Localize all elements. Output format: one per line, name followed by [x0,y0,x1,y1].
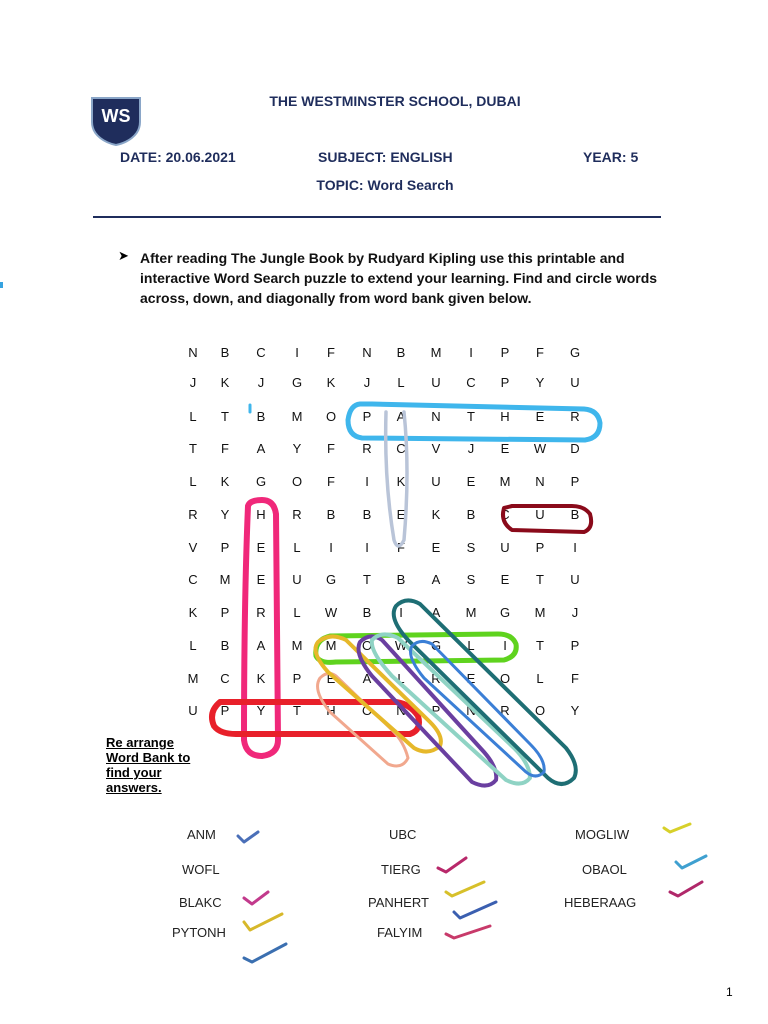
grid-letter: N [466,703,476,718]
grid-letter: D [570,441,580,456]
grid-letter: F [221,441,229,456]
grid-letter: R [500,703,510,718]
grid-letter: J [571,605,579,620]
grid-letter: E [256,540,266,555]
grid-letter: V [431,441,441,456]
rearrange-line: find your [106,765,162,780]
grid-letter: K [396,474,406,489]
grid-letter: P [220,605,230,620]
grid-letter: M [465,605,477,620]
grid-letter: I [573,540,577,555]
date-label: DATE: 20.06.2021 [120,149,236,165]
grid-letter: B [396,345,406,360]
highlight-mowgli [316,634,516,662]
grid-letter: O [361,638,373,653]
grid-letter: U [292,572,302,587]
highlight-diagonal-yellow [316,636,441,751]
school-name: THE WESTMINSTER SCHOOL, DUBAI [269,93,521,109]
word-bank-item: OBAOL [582,862,627,877]
word-bank-item: UBC [389,827,417,842]
grid-letter: C [396,441,406,456]
checkmark-icon [446,882,484,896]
word-bank-item: FALYIM [377,925,423,940]
word-bank-item: WOFL [182,862,220,877]
grid-letter: L [397,375,405,390]
grid-letter: G [325,572,337,587]
grid-letter: V [188,540,198,555]
grid-letter: Y [535,375,545,390]
grid-letter: M [219,572,231,587]
grid-letter: E [326,671,336,686]
grid-letter: Y [570,703,580,718]
grid-letter: T [467,409,475,424]
grid-letter: L [467,638,475,653]
grid-letter: K [256,671,266,686]
logo-text: WS [101,106,131,126]
grid-letter: T [363,572,371,587]
subject-label: SUBJECT: ENGLISH [318,149,453,165]
grid-letter: L [293,605,301,620]
grid-letter: R [256,605,266,620]
grid-letter: B [466,507,476,522]
divider-line [93,216,661,218]
grid-letter: I [365,474,369,489]
grid-letter: U [188,703,198,718]
grid-letter: U [535,507,545,522]
grid-letter: B [256,409,266,424]
grid-letter: W [533,441,547,456]
grid-letter: F [327,474,335,489]
grid-letter: O [534,703,546,718]
grid-letter: A [256,441,266,456]
grid-letter: U [570,572,580,587]
highlight-diagonal-teal [394,600,576,784]
grid-letter: P [220,703,230,718]
word-bank-item: MOGLIW [575,827,630,842]
highlight-diagonal-salmon [318,673,408,766]
grid-letter: U [431,375,441,390]
grid-letter: E [466,671,476,686]
grid-letter: E [431,540,441,555]
checkmark-icon [244,892,268,904]
grid-letter: P [362,409,372,424]
grid-letter: I [399,605,403,620]
grid-letter: M [291,409,303,424]
grid-letter: L [293,540,301,555]
grid-letter: B [396,572,406,587]
word-bank-item: PYTONH [172,925,226,940]
grid-letter: H [256,507,266,522]
grid-letter: W [324,605,338,620]
grid-letter: A [256,638,266,653]
checkmark-icon [454,902,496,918]
grid-letter: T [189,441,197,456]
grid-letter: M [187,671,199,686]
grid-letter: B [362,605,372,620]
grid-letter: G [499,605,511,620]
grid-letter: N [362,345,372,360]
grid-letter: B [326,507,336,522]
grid-letter: C [256,345,266,360]
stray-mark [0,282,3,288]
word-bank-item: ANM [187,827,216,842]
grid-letter: N [535,474,545,489]
grid-letter: N [431,409,441,424]
page-number: 1 [726,985,733,999]
word-bank-item: BLAKC [179,895,222,910]
grid-letter: P [570,474,580,489]
grid-letter: G [291,375,303,390]
grid-letter: T [293,703,301,718]
grid-letter: P [535,540,545,555]
grid-letter: L [189,638,197,653]
grid-letter: O [499,671,511,686]
grid-letter: E [256,572,266,587]
grid-letter: L [397,671,405,686]
grid-letter: K [326,375,336,390]
grid-letter: E [396,507,406,522]
grid-letter: K [220,375,230,390]
grid-letter: P [220,540,230,555]
grid-letter: J [257,375,265,390]
grid-letter: F [536,345,544,360]
checkmark-icon [670,882,702,896]
highlight-python [212,702,419,734]
grid-letter: N [396,703,406,718]
grid-letter: K [431,507,441,522]
grid-letter: O [325,409,337,424]
grid-letter: O [291,474,303,489]
checkmark-icon [244,914,282,930]
checkmark-icon [244,944,286,962]
grid-letter: M [499,474,511,489]
grid-letter: L [189,409,197,424]
grid-letter: E [535,409,545,424]
grid-letter: P [500,375,510,390]
grid-letter: L [536,671,544,686]
year-label: YEAR: 5 [583,149,639,165]
grid-letter: F [327,441,335,456]
grid-letter: W [394,638,408,653]
grid-letter: L [189,474,197,489]
checkmark-icon [446,926,490,938]
grid-letter: J [363,375,371,390]
word-bank-item: PANHERT [368,895,429,910]
grid-letter: Y [256,703,266,718]
grid-letter: A [431,605,441,620]
grid-letter: P [292,671,302,686]
bullet-arrow-icon: ➤ [118,248,129,263]
grid-letter: E [500,572,510,587]
rearrange-line: Re arrange [106,735,174,750]
grid-letter: I [469,345,473,360]
grid-letter: R [570,409,580,424]
grid-letter: R [188,507,198,522]
grid-letter: H [326,703,336,718]
grid-letter: T [536,572,544,587]
grid-letter: O [361,703,373,718]
grid-letter: T [221,409,229,424]
grid-letter: I [295,345,299,360]
grid-letter: M [325,638,337,653]
rearrange-line: Word Bank to [106,750,191,765]
grid-letter: I [329,540,333,555]
grid-letter: A [396,409,406,424]
grid-letter: B [570,507,580,522]
grid-letter: A [362,671,372,686]
grid-letter: P [570,638,580,653]
word-bank-item: HEBERAAG [564,895,637,910]
grid-letter: Y [220,507,230,522]
grid-letter: C [500,507,510,522]
grid-letter: M [291,638,303,653]
grid-letter: K [220,474,230,489]
grid-letter: F [327,345,335,360]
instructions-text: After reading The Jungle Book by Rudyard Kipling use this printable and interactive Word Search puzzle to extend your learning. Find and circle words across, down, and diagonally from word bank given below. [140,250,658,306]
grid-letter: G [430,638,442,653]
grid-letter: T [536,638,544,653]
grid-letter: I [503,638,507,653]
grid-letter: B [220,345,230,360]
grid-letter: E [466,474,476,489]
grid-letter: I [365,540,369,555]
grid-letter: U [570,375,580,390]
checkmark-icon [676,856,706,868]
grid-letter: M [430,345,442,360]
grid-letter: A [431,572,441,587]
grid-letter: M [534,605,546,620]
grid-letter: G [255,474,267,489]
grid-letter: H [500,409,510,424]
grid-letter: S [466,540,476,555]
checkmark-icon [238,832,258,842]
checkmark-icon [664,824,690,832]
grid-letter: C [220,671,230,686]
grid-letter: N [188,345,198,360]
checkmark-icon [438,858,466,872]
grid-letter: B [220,638,230,653]
topic-label: TOPIC: Word Search [316,177,454,193]
grid-letter: J [189,375,197,390]
grid-letter: R [431,671,441,686]
grid-letter: E [500,441,510,456]
grid-letter: G [569,345,581,360]
grid-letter: U [500,540,510,555]
grid-letter: Y [292,441,302,456]
grid-letter: U [431,474,441,489]
grid-letter: J [467,441,475,456]
rearrange-line: answers. [106,780,162,795]
grid-letter: F [397,540,405,555]
grid-letter: R [362,441,372,456]
word-bank-item: TIERG [381,862,421,877]
grid-letter: F [571,671,579,686]
grid-letter: R [292,507,302,522]
grid-letter: P [500,345,510,360]
grid-letter: P [431,703,441,718]
grid-letter: C [188,572,198,587]
grid-letter: K [188,605,198,620]
rearrange-label [106,735,190,795]
grid-letter: S [466,572,476,587]
grid-letter: C [466,375,476,390]
grid-letter: B [362,507,372,522]
